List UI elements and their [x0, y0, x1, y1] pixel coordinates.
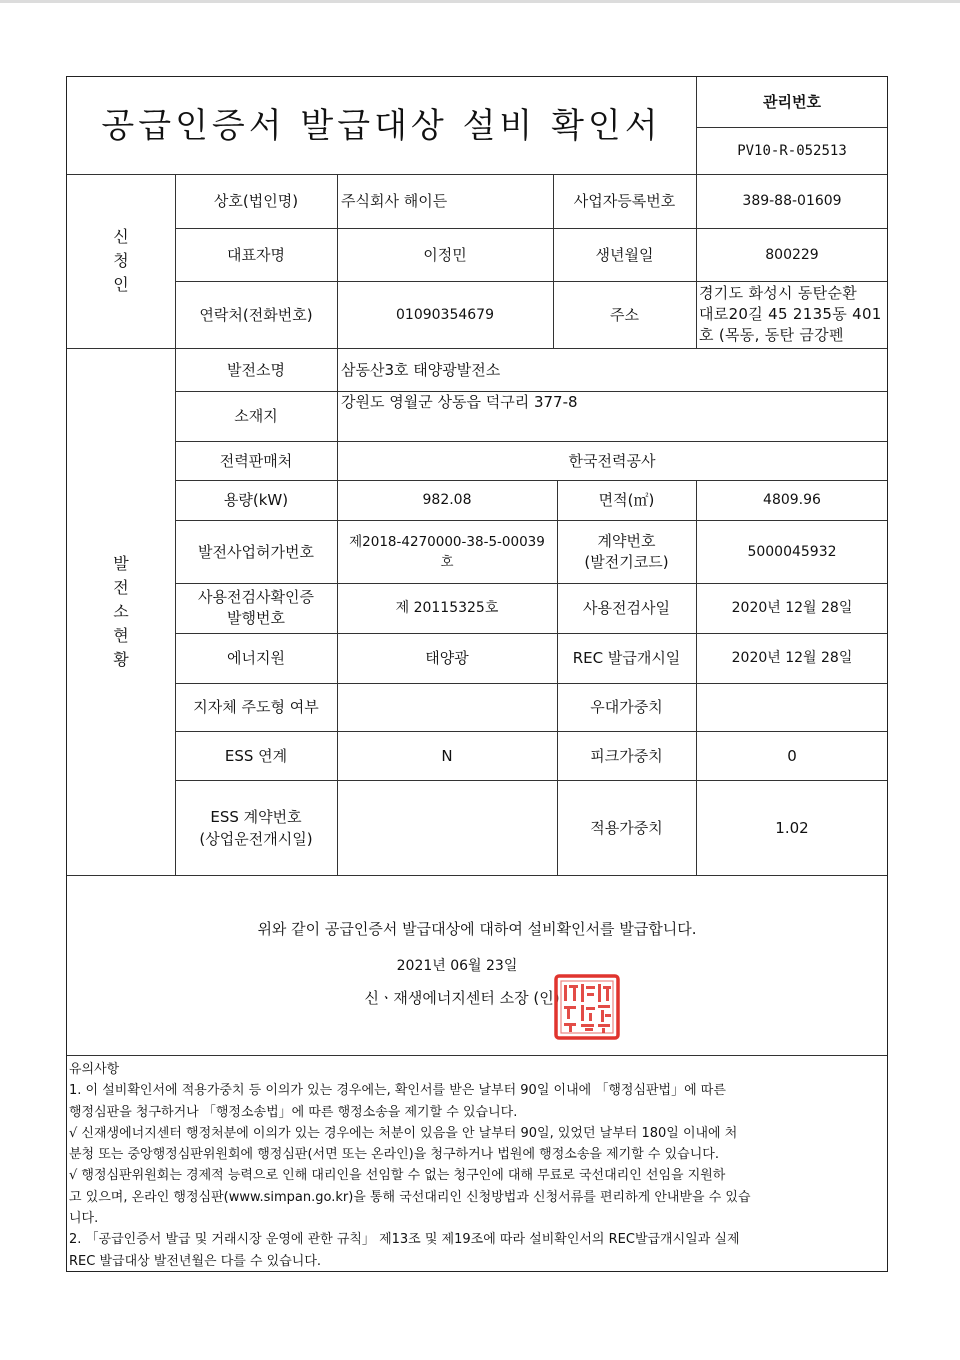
document-title: 공급인증서 발급대상 설비 확인서 — [101, 105, 662, 146]
bizno-label: 사업자등록번호 — [573, 192, 676, 210]
address-value: 경기도 화성시 동탄순환 대로20길 45 2135동 401 호 (목동, 동탄 금강펜 — [699, 284, 882, 344]
preferential-weight-value — [697, 683, 887, 731]
birth-value: 800229 — [765, 246, 819, 263]
area-label: 면적(㎡) — [598, 491, 655, 509]
local-gov-label: 지자체 주도형 여부 — [193, 698, 319, 716]
permit-label: 발전사업허가번호 — [198, 542, 314, 561]
plant-name-value: 삼동산3호 태양광발전소 — [341, 360, 501, 379]
issuance-date: 2021년 06월 23일 — [396, 958, 518, 974]
inspection-date-label: 사용전검사일 — [583, 599, 670, 617]
management-number-value: PV10-R-052513 — [737, 143, 847, 159]
capacity-label: 용량(kW) — [223, 491, 289, 509]
contract-value: 5000045932 — [747, 543, 837, 560]
rec-start-value: 2020년 12월 28일 — [731, 650, 853, 666]
preferential-weight-label: 우대가중치 — [590, 698, 663, 716]
notes-line: 2. 「공급인증서 발급 및 거래시장 운영에 관한 규칙」 제13조 및 제19조에 따라 설비확인서의 REC발급개시일과 실제 — [69, 1232, 740, 1248]
company-label: 상호(법인명) — [213, 192, 299, 210]
location-value: 강원도 영월군 상동읍 덕구리 377-8 — [341, 393, 578, 411]
energy-value: 태양광 — [425, 649, 469, 667]
notes-line: REC 발급대상 발전년월은 다를 수 있습니다. — [69, 1253, 322, 1269]
buyer-value: 한국전력공사 — [568, 451, 656, 470]
contract-label: 계약번호 (발전기코드) — [584, 531, 669, 571]
plant-section-label: 발 전 소 현 황 — [113, 553, 129, 669]
ess-link-value: N — [441, 746, 453, 765]
ceo-label: 대표자명 — [227, 245, 285, 264]
local-gov-value — [337, 683, 557, 731]
phone-label: 연락처(전화번호) — [199, 305, 313, 324]
notes-section — [67, 1057, 887, 1274]
birth-label: 생년월일 — [595, 245, 654, 264]
management-number-label: 관리번호 — [763, 93, 821, 111]
notes-line: 행정심판을 청구하거나 「행정소송법」에 따른 행정소송을 제기할 수 있습니다. — [69, 1104, 518, 1120]
buyer-label: 전력판매처 — [219, 451, 293, 470]
issuance-statement: 위와 같이 공급인증서 발급대상에 대하여 설비확인서를 발급합니다. — [257, 920, 697, 938]
notes-heading: 유의사항 — [69, 1062, 120, 1077]
notes-line: 1. 이 설비확인서에 적용가중치 등 이의가 있는 경우에는, 확인서를 받은 날부터 90일 이내에 「행정심판법」에 따른 — [69, 1083, 726, 1099]
rule — [67, 875, 887, 876]
company-value: 주식회사 해이든 — [341, 192, 448, 210]
area-value: 4809.96 — [763, 492, 821, 508]
top-border — [0, 0, 960, 3]
certificate-document — [66, 76, 888, 1272]
ess-link-label: ESS 연계 — [224, 746, 288, 765]
inspection-cert-value: 제 20115325호 — [395, 600, 499, 616]
energy-label: 에너지원 — [227, 649, 285, 667]
peak-weight-value: 0 — [787, 746, 797, 765]
notes-line: 분청 또는 중앙행정심판위원회에 행정심판(서면 또는 온라인)을 청구하거나 법원에 행정소송을 제기할 수 있습니다. — [69, 1147, 719, 1163]
plant-name-label: 발전소명 — [227, 360, 285, 379]
ess-contract-value — [337, 780, 557, 875]
location-label: 소재지 — [234, 407, 278, 425]
notes-line: √ 신재생에너지센터 행정처분에 이의가 있는 경우에는 처분이 있음을 안 날부터 90일, 있었던 날부터 180일 이내에 처 — [69, 1125, 738, 1141]
peak-weight-label: 피크가중치 — [590, 746, 663, 765]
ceo-value: 이정민 — [423, 245, 467, 264]
applicant-section-label: 신 청 인 — [113, 227, 129, 294]
address-label: 주소 — [610, 305, 639, 324]
applied-weight-value: 1.02 — [775, 818, 809, 837]
inspection-cert-label: 사용전검사확인증 발행번호 — [198, 588, 314, 627]
notes-line: 니다. — [69, 1211, 99, 1227]
ess-contract-label: ESS 계약번호 (상업운전개시일) — [199, 807, 313, 848]
permit-value: 제2018-4270000-38-5-00039 호 — [349, 533, 545, 570]
official-seal-icon — [553, 973, 621, 1041]
capacity-value: 982.08 — [422, 492, 472, 508]
issuer-line: 신ㆍ재생에너지센터 소장 (인) — [364, 989, 560, 1007]
notes-line: 고 있으며, 온라인 행정심판(www.simpan.go.kr)을 통해 국선대리인 신청방법과 신청서류를 편리하게 안내받을 수 있습 — [69, 1189, 751, 1205]
rule — [67, 1055, 887, 1056]
inspection-date-value: 2020년 12월 28일 — [731, 600, 853, 616]
bizno-value: 389-88-01609 — [742, 193, 842, 209]
rec-start-label: REC 발급개시일 — [572, 649, 681, 667]
notes-line: √ 행정심판위원회는 경제적 능력으로 인해 대리인을 선임할 수 없는 청구인에 대해 무료로 국선대리인 선임을 지원하 — [69, 1168, 726, 1184]
applied-weight-label: 적용가중치 — [590, 818, 663, 837]
phone-value: 01090354679 — [396, 306, 494, 323]
